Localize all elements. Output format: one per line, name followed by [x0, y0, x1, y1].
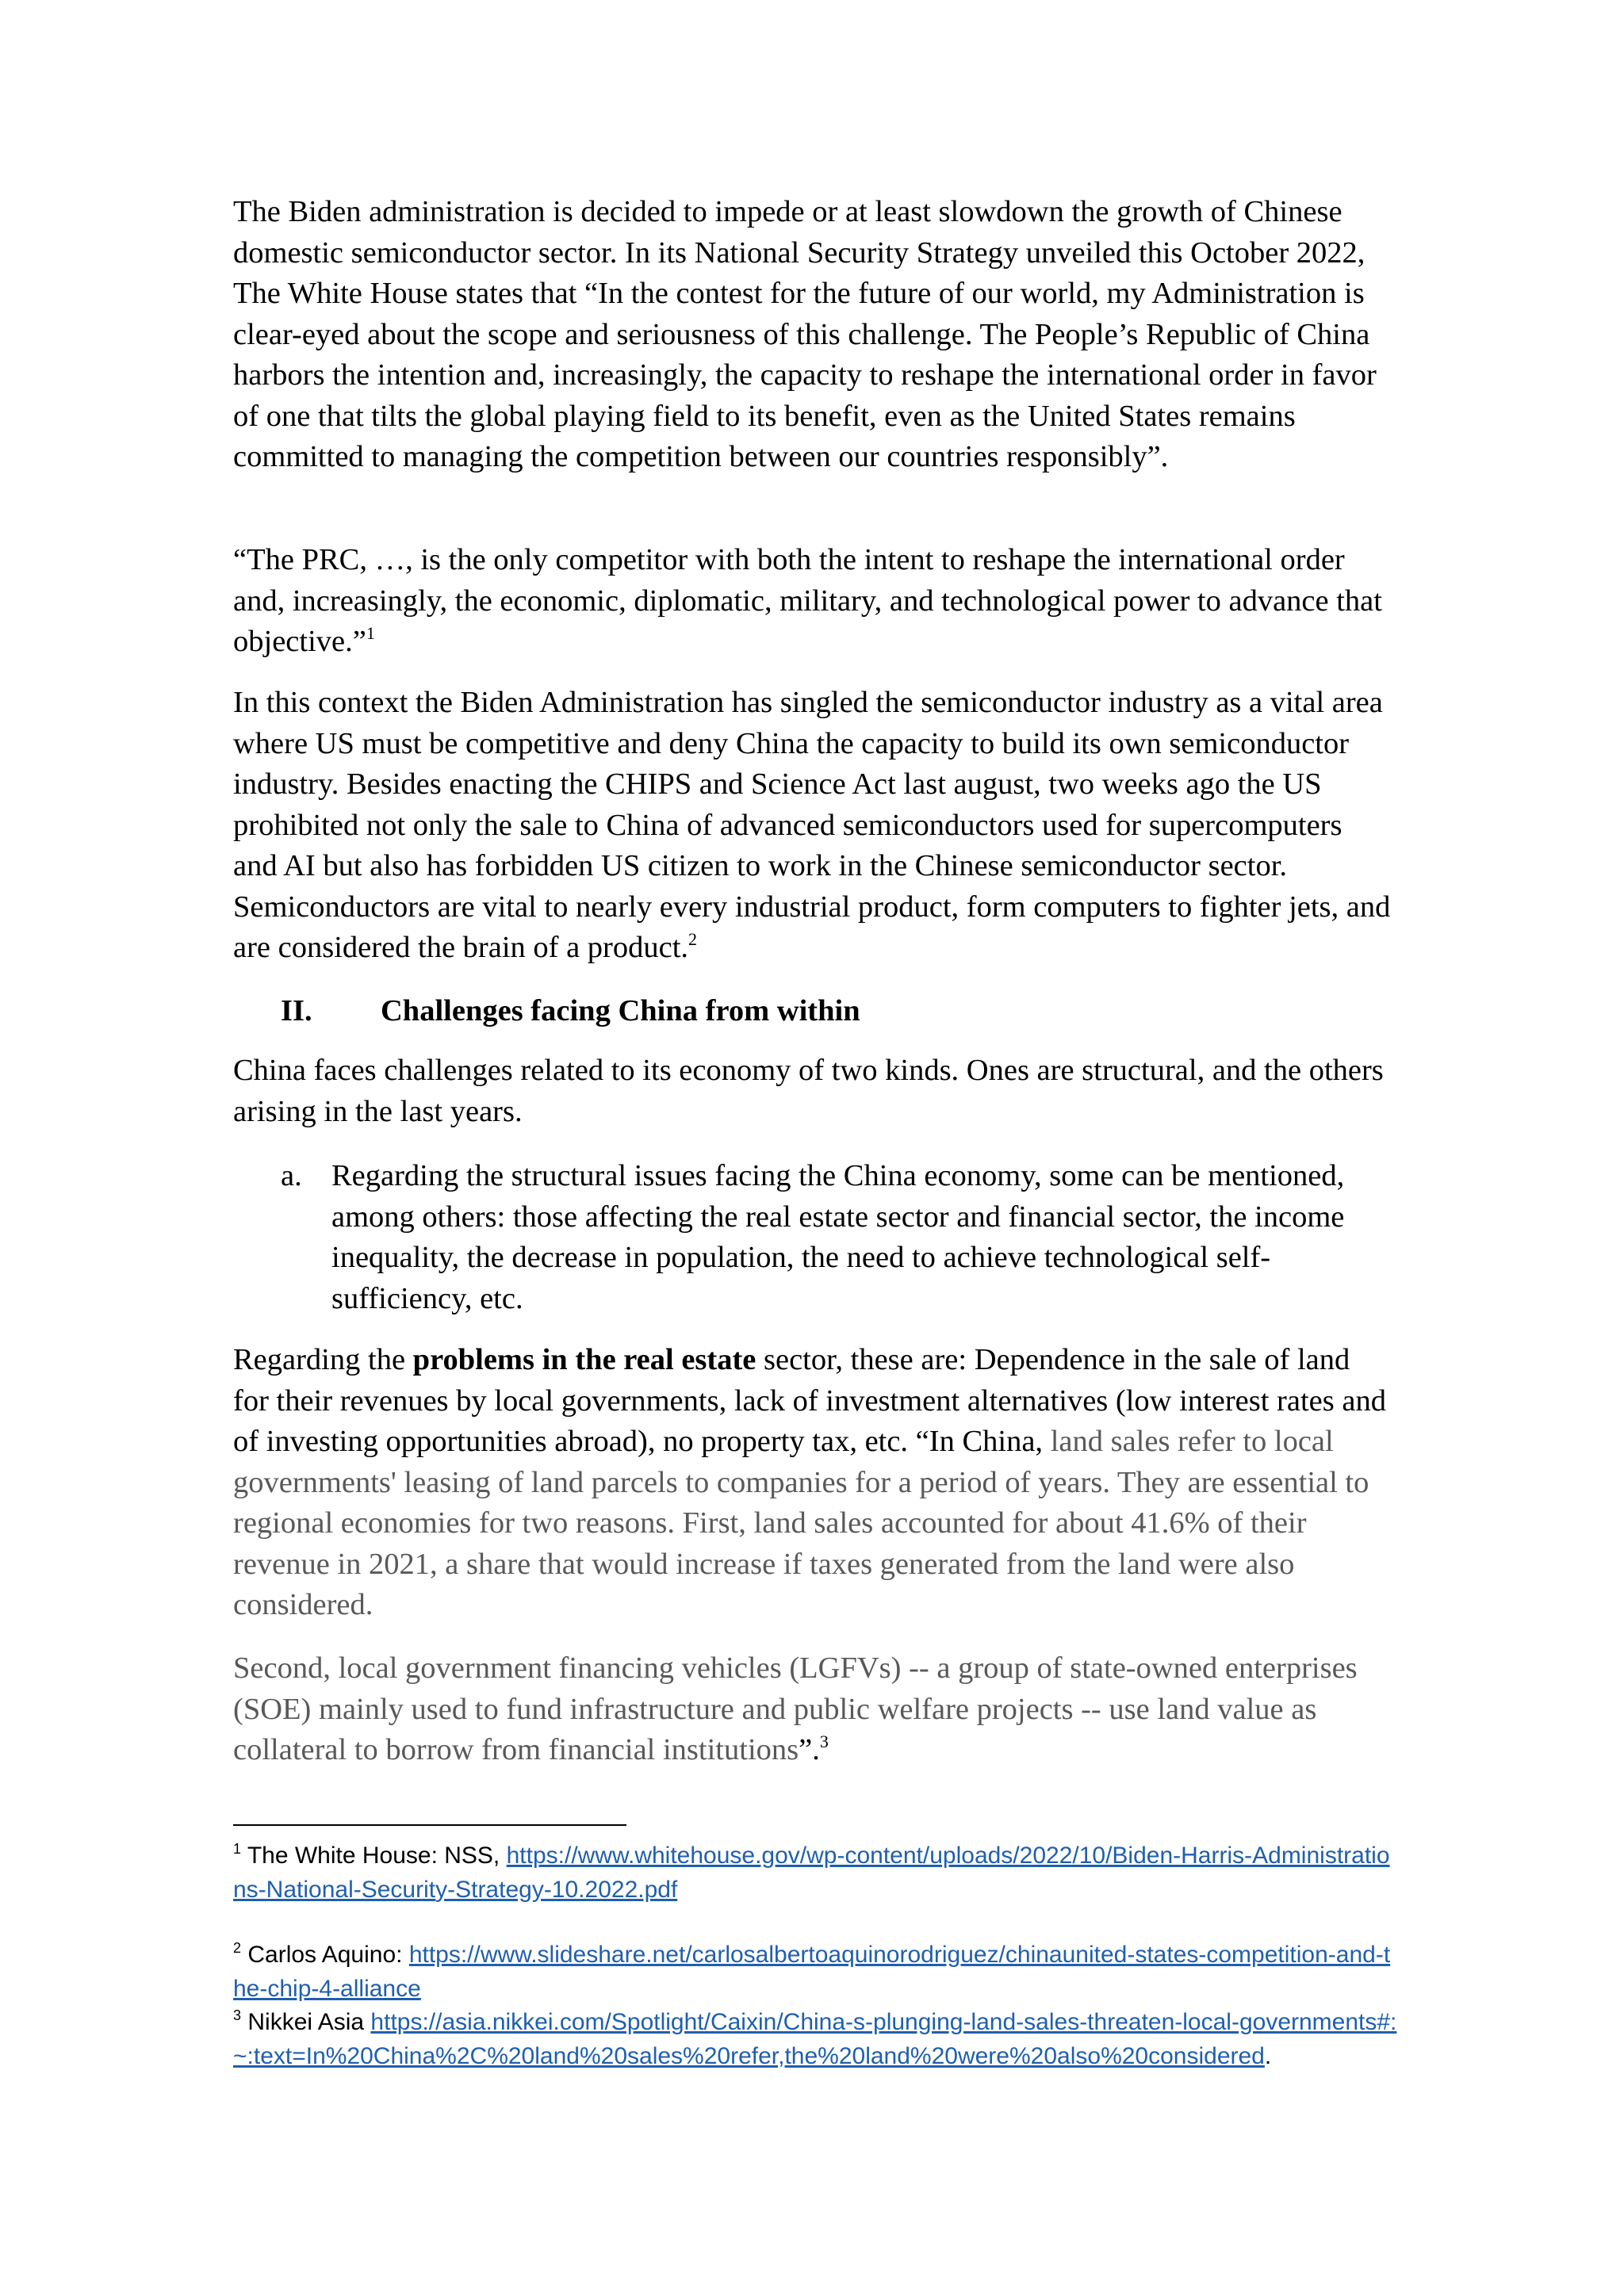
paragraph-lgfv [233, 1648, 1391, 1771]
paragraph-text: Regarding the [233, 1343, 413, 1376]
quoted-text: land sales refer to local governments' leasing of land parcels to companies for a period of years. They are essential to regional economies for two reasons. First, land sales accounted for about 41.6% of their revenue in 2021, a share that would increase if taxes generated from the land were also considered. [233, 1425, 1369, 1621]
section-number: II. [281, 994, 312, 1027]
paragraph-text: “The PRC, …, is the only competitor with both the intent to reshape the international order and, increasingly, the economic, diplomatic, military, and technological power to advance that objective.” [233, 543, 1382, 658]
quote-close: ”. [799, 1733, 820, 1766]
footnote-3 [233, 2006, 1399, 2073]
footnote-link[interactable]: https://www.slideshare.net/carlosalbertoaquinorodriguez/chinaunited-states-competition-and-the-chip-4-alliance [233, 1942, 1391, 2002]
list-item-structural [281, 1156, 1391, 1319]
section-heading [281, 991, 860, 1032]
paragraph-text: The Biden administration is decided to impede or at least slowdown the growth of Chinese domestic semiconductor sector. In its National Security Strategy unveiled this October 2022, The White House states that “In the contest for the future of our world, my Administration is clear-eyed about the scope and seriousness of this challenge. The People’s Republic of China harbors the intention and, increasingly, the capacity to reshape the international order in favor of one that tilts the global playing field to its benefit, even as the United States remains committed to managing the competition between our countries responsibly”. [233, 195, 1377, 473]
footnote-link[interactable]: https://www.whitehouse.gov/wp-content/uploads/2022/10/Biden-Harris-Administrations-National-Security-Strategy-10.2022.pdf [233, 1843, 1390, 1903]
paragraph-nss-intro [233, 192, 1391, 478]
paragraph-real-estate [233, 1340, 1391, 1626]
footnote-source: Nikkei Asia [247, 2009, 371, 2035]
footnote-separator [233, 1824, 626, 1826]
footnote-number: 1 [233, 1841, 242, 1857]
bold-phrase: problems in the real estate [412, 1343, 756, 1376]
paragraph-challenges-intro [233, 1050, 1391, 1132]
footnote-end: . [1264, 2042, 1272, 2069]
list-marker: a. [281, 1159, 302, 1192]
list-item-text: Regarding the structural issues facing the China economy, some can be mentioned, among others: those affecting the real estate sector and financial sector, the income inequality, the decrease in population, the need to achieve technological self-sufficiency, etc. [331, 1159, 1345, 1315]
footnote-ref-3[interactable]: 3 [819, 1732, 829, 1751]
paragraph-semiconductor-context [233, 683, 1391, 969]
footnote-source: Carlos Aquino: [247, 1942, 409, 1968]
footnote-number: 2 [233, 1940, 242, 1956]
section-title: Challenges facing China from within [381, 994, 860, 1027]
paragraph-text: China faces challenges related to its economy of two kinds. Ones are structural, and the others arising in the last years. [233, 1054, 1384, 1128]
paragraph-text: In this context the Biden Administration has singled the semiconductor industry as a vital area where US must be competitive and deny China the capacity to build its own semiconductor industry. Besides enacting the CHIPS and Science Act last august, two weeks ago the US prohibited not only the sale to China of advanced semiconductors used for supercomputers and AI but also has forbidden US citizen to work in the Chinese semiconductor sector. Semiconductors are vital to nearly every industrial product, form computers to fighter jets, and are considered the brain of a product. [233, 686, 1391, 964]
footnote-2 [233, 1938, 1399, 2006]
paragraph-prc-quote [233, 540, 1391, 663]
paragraph-text-continued: sector, these are: Dependence in the sale of land for their revenues by local governments, lack of investment alternatives (low interest rates and of investing opportunities abroad), no property tax, etc. “In China, [233, 1343, 1386, 1458]
footnote-number: 3 [233, 2007, 242, 2023]
footnote-source: The White House: NSS, [247, 1843, 507, 1869]
footnote-1 [233, 1839, 1399, 1907]
footnote-link[interactable]: https://asia.nikkei.com/Spotlight/Caixin/China-s-plunging-land-sales-threaten-local-governments#:~:text=In%20China%2C%20land%20sales%20refer,the%20land%20were%20also%20considered [233, 2009, 1397, 2069]
footnote-ref-2[interactable]: 2 [688, 929, 698, 949]
quoted-text: Second, local government financing vehicles (LGFVs) -- a group of state-owned enterprises (SOE) mainly used to fund infrastructure and public welfare projects -- use land value as collateral to borrow from financial institutions [233, 1651, 1358, 1766]
footnote-ref-1[interactable]: 1 [366, 623, 375, 643]
